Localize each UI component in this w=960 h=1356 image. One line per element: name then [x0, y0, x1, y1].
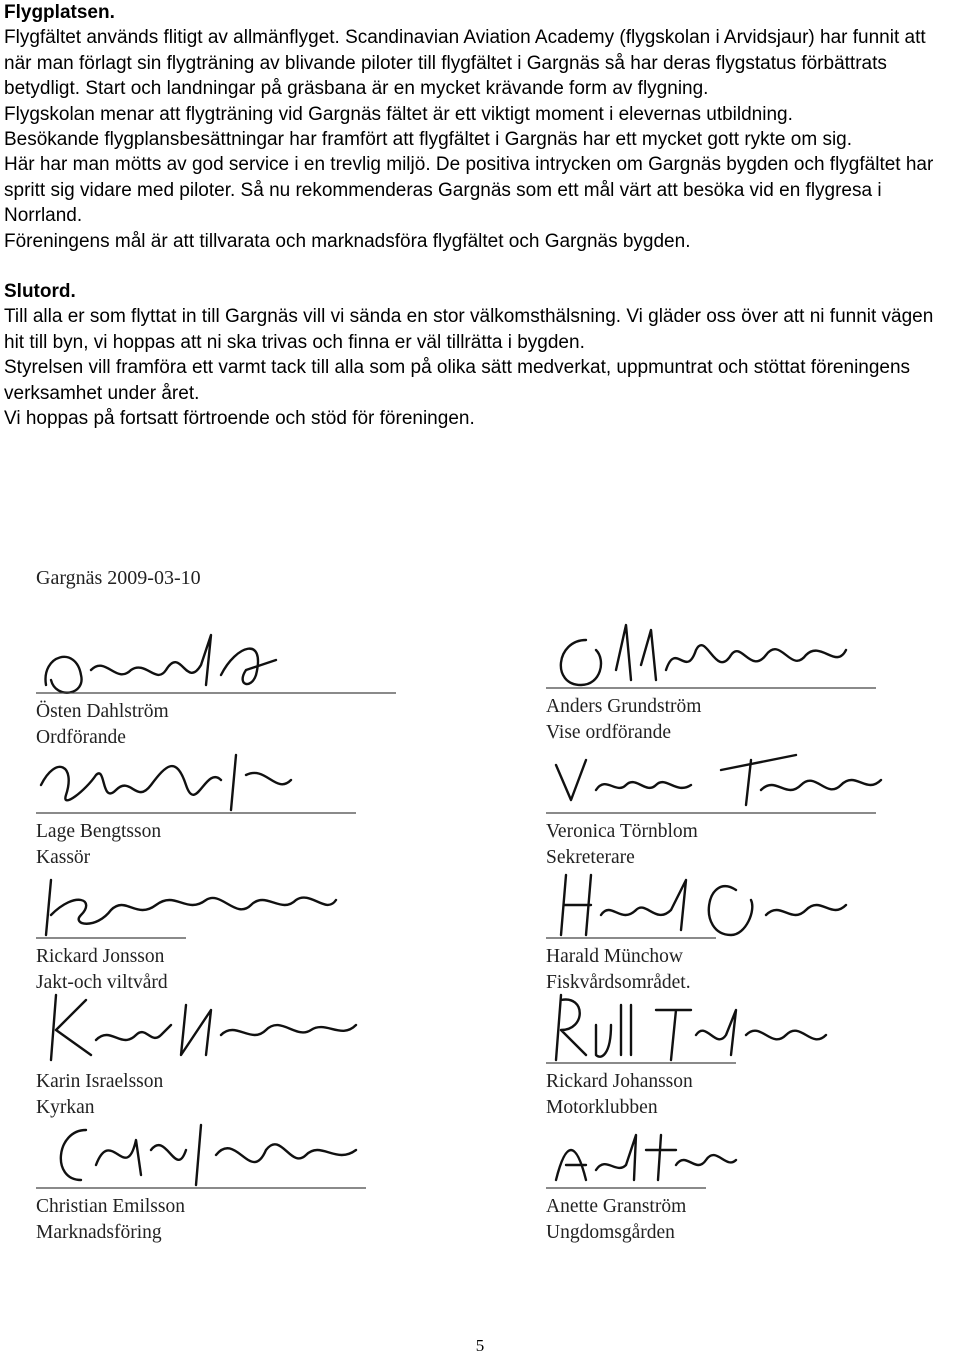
- signatory-role: Kassör: [36, 847, 91, 868]
- signatory-name: Anette Granström: [546, 1196, 687, 1217]
- signature-block: [36, 615, 456, 748]
- page-number: 5: [475, 1336, 485, 1355]
- signature-block: [546, 1110, 960, 1243]
- signatory-name: Lage Bengtsson: [36, 821, 162, 842]
- signature-section: [0, 555, 960, 1255]
- signature-scribble: [36, 1110, 456, 1200]
- signature-scribble: [546, 735, 960, 825]
- section-heading-slutord: Slutord.: [4, 281, 76, 303]
- paragraph: Besökande flygplansbesättningar har framfört att flygfältet i Gargnäs har ett mycket gott rykte om sig.: [4, 129, 853, 151]
- signatory-role: Vise ordförande: [546, 722, 671, 743]
- signature-block: [36, 1110, 456, 1243]
- paragraph: Flygskolan menar att flygträning vid Gargnäs fältet är ett viktigt moment i elevernas utbildning.: [4, 103, 793, 125]
- signature-scribble: [36, 615, 456, 705]
- signature-scribble: [546, 985, 960, 1075]
- signatory-role: Motorklubben: [546, 1097, 658, 1118]
- signatory-role: Jakt-och viltvård: [36, 972, 168, 993]
- signatory-name: Anders Grundström: [546, 696, 702, 717]
- signatory-name: Harald Münchow: [546, 946, 684, 967]
- signatory-name: Rickard Johansson: [546, 1071, 693, 1092]
- signatory-role: Kyrkan: [36, 1097, 95, 1118]
- signature-block: [36, 860, 456, 993]
- place-date: Gargnäs 2009-03-10: [36, 567, 201, 589]
- signatory-name: Östen Dahlström: [36, 701, 169, 722]
- paragraph: Flygfältet används flitigt av allmänflyget. Scandinavian Aviation Academy (flygskolan i Arvidsjaur) har funnit att när man förlagt sin flygträning av blivande piloter till flygfältet i Gargnäs så har deras flygstatus förbättrats betydligt. Start och landningar på gräsbana är en mycket krävande form av flygning.: [4, 27, 926, 100]
- signature-scribble: [36, 985, 456, 1075]
- signature-block: [546, 985, 960, 1118]
- paragraph: Föreningens mål är att tillvarata och marknadsföra flygfältet och Gargnäs bygden.: [4, 230, 691, 252]
- paragraph: Här har man mötts av god service i en trevlig miljö. De positiva intrycken om Gargnäs bygden och flygfältet har spritt sig vidare med piloter. Så nu rekommenderas Gargnäs som ett mål värt att besöka vid en flygresa i Norrland.: [4, 154, 934, 227]
- signatory-role: Ordförande: [36, 727, 126, 748]
- signature-block: [546, 860, 960, 993]
- signature-scribble: [546, 1110, 960, 1200]
- signature-scribble: [36, 860, 456, 950]
- body-text: [4, 0, 956, 432]
- paragraph: Styrelsen vill framföra ett varmt tack till alla som på olika sätt medverkat, uppmuntrat och stöttat föreningens verksamhet under året.: [4, 357, 911, 404]
- signature-scribble: [36, 735, 456, 825]
- signature-block: [546, 610, 960, 743]
- signatory-name: Karin Israelsson: [36, 1071, 164, 1092]
- signature-block: [546, 735, 960, 868]
- signature-scribble: [546, 610, 960, 700]
- signatory-role: Fiskvårdsområdet.: [546, 972, 691, 993]
- signatory-role: Marknadsföring: [36, 1222, 162, 1243]
- signature-block: [36, 985, 456, 1118]
- signatory-name: Rickard Jonsson: [36, 946, 165, 967]
- paragraph: Till alla er som flyttat in till Gargnäs vill vi sända en stor välkomsthälsning. Vi gläder oss över att ni funnit vägen hit till byn, vi hoppas att ni ska trivas och finna er väl tillrätta i bygden.: [4, 306, 934, 353]
- signature-block: [36, 735, 456, 868]
- signatory-name: Christian Emilsson: [36, 1196, 185, 1217]
- section-heading-flygplatsen: Flygplatsen.: [4, 2, 115, 23]
- signatory-name: Veronica Törnblom: [546, 821, 698, 842]
- paragraph: Vi hoppas på fortsatt förtroende och stöd för föreningen.: [4, 408, 475, 430]
- spacer: [4, 254, 956, 279]
- signatory-role: Sekreterare: [546, 847, 635, 868]
- signature-scribble: [546, 860, 960, 950]
- signatory-role: Ungdomsgården: [546, 1222, 675, 1243]
